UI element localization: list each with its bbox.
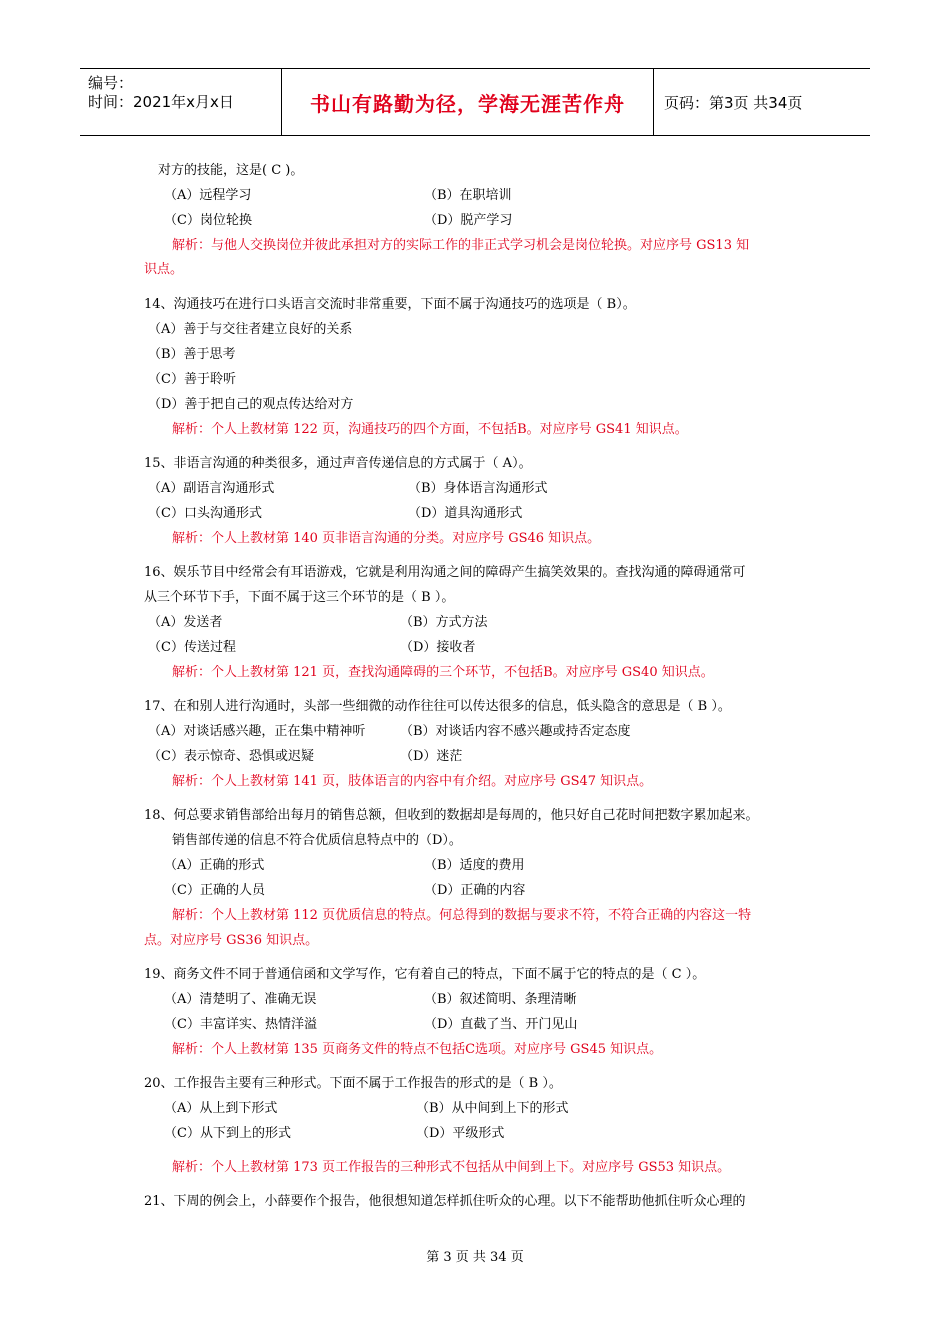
option-c: （C）口头沟通形式	[148, 506, 262, 521]
question-text: 对方的技能，这是( C )。	[158, 163, 304, 178]
question-17: 17、在和别人进行沟通时，头部一些细微的动作往往可以传达很多的信息，低头隐含的意思是（ B ）。	[144, 699, 731, 714]
question-20: 20、工作报告主要有三种形式。下面不属于工作报告的形式的是（ B ）。	[144, 1076, 562, 1091]
answer-explanation: 解析：个人上教材第 121 页，查找沟通障碍的三个环节，不包括B。对应序号 GS40 知识点。	[172, 665, 714, 680]
answer-explanation: 解析：个人上教材第 140 页非语言沟通的分类。对应序号 GS46 知识点。	[172, 531, 601, 546]
option-c: （C）正确的人员	[164, 883, 265, 898]
document-code-label: 编号：	[88, 74, 134, 92]
page-header	[80, 68, 870, 136]
question-18-cont: 销售部传递的信息不符合优质信息特点中的（D）。	[172, 833, 462, 848]
option-b: （B）在职培训	[424, 188, 512, 203]
option-b: （B）适度的费用	[424, 858, 525, 873]
answer-explanation: 识点。	[144, 262, 184, 277]
option-d: （D）平级形式	[416, 1126, 505, 1141]
option-d: （D）脱产学习	[424, 213, 513, 228]
option-c: （C）善于聆听	[148, 372, 236, 387]
option-d: （D）正确的内容	[424, 883, 526, 898]
answer-explanation: 解析：个人上教材第 112 页优质信息的特点。何总得到的数据与要求不符，不符合正确的内容这一特	[172, 908, 752, 923]
option-b: （B）善于思考	[148, 347, 236, 362]
answer-explanation: 解析：与他人交换岗位并彼此承担对方的实际工作的非正式学习机会是岗位轮换。对应序号 GS13 知	[172, 238, 750, 253]
option-d: （D）直截了当、开门见山	[424, 1017, 578, 1032]
option-d: （D）接收者	[400, 640, 476, 655]
option-d: （D）迷茫	[400, 749, 463, 764]
option-d: （D）善于把自己的观点传达给对方	[148, 397, 354, 412]
option-b: （B）叙述简明、条理清晰	[424, 992, 577, 1007]
question-16-cont: 从三个环节下手，下面不属于这三个环节的是（ B ）。	[144, 590, 455, 605]
option-a: （A）副语言沟通形式	[148, 481, 275, 496]
question-19: 19、商务文件不同于普通信函和文学写作，它有着自己的特点，下面不属于它的特点的是（ C ）。	[144, 967, 706, 982]
document-time: 时间：2021年x月x日	[88, 93, 234, 111]
option-c: （C）传送过程	[148, 640, 236, 655]
option-b: （B）身体语言沟通形式	[408, 481, 548, 496]
answer-explanation: 点。对应序号 GS36 知识点。	[144, 933, 319, 948]
answer-explanation: 解析：个人上教材第 135 页商务文件的特点不包括C选项。对应序号 GS45 知识点。	[172, 1042, 663, 1057]
question-16: 16、娱乐节目中经常会有耳语游戏，它就是利用沟通之间的障碍产生搞笑效果的。查找沟通的障碍通常可	[144, 565, 746, 580]
option-c: （C）从下到上的形式	[164, 1126, 291, 1141]
question-21: 21、下周的例会上，小薛要作个报告，他很想知道怎样抓住听众的心理。以下不能帮助他抓住听众心理的	[144, 1194, 746, 1209]
header-meta	[80, 69, 282, 135]
option-b: （B）方式方法	[400, 615, 488, 630]
answer-explanation: 解析：个人上教材第 173 页工作报告的三种形式不包括从中间到上下。对应序号 GS53 知识点。	[172, 1160, 731, 1175]
option-a: （A）远程学习	[164, 188, 252, 203]
option-c: （C）表示惊奇、恐惧或迟疑	[148, 749, 314, 764]
option-a: （A）对谈话感兴趣，正在集中精神听	[148, 724, 366, 739]
header-page-info: 页码：第3页 共34页	[664, 93, 803, 112]
option-d: （D）道具沟通形式	[408, 506, 523, 521]
header-motto: 书山有路勤为径，学海无涯苦作舟	[282, 69, 654, 135]
option-b: （B）从中间到上下的形式	[416, 1101, 569, 1116]
question-14: 14、沟通技巧在进行口头语言交流时非常重要，下面不属于沟通技巧的选项是（ B）。	[144, 297, 636, 312]
option-a: （A）清楚明了、准确无误	[164, 992, 317, 1007]
option-c: （C）丰富详实、热情洋溢	[164, 1017, 317, 1032]
answer-explanation: 解析：个人上教材第 141 页，肢体语言的内容中有介绍。对应序号 GS47 知识点。	[172, 774, 653, 789]
option-a: （A）发送者	[148, 615, 223, 630]
question-15: 15、非语言沟通的种类很多，通过声音传递信息的方式属于（ A）。	[144, 456, 532, 471]
option-a: （A）从上到下形式	[164, 1101, 278, 1116]
question-18: 18、何总要求销售部给出每月的销售总额，但收到的数据却是每周的，他只好自己花时间把数字累加起来。	[144, 808, 759, 823]
option-c: （C）岗位轮换	[164, 213, 252, 228]
option-a: （A）正确的形式	[164, 858, 265, 873]
answer-explanation: 解析：个人上教材第 122 页，沟通技巧的四个方面，不包括B。对应序号 GS41 知识点。	[172, 422, 688, 437]
option-a: （A）善于与交往者建立良好的关系	[148, 322, 353, 337]
page-footer: 第 3 页 共 34 页	[426, 1250, 524, 1265]
option-b: （B）对谈话内容不感兴趣或持否定态度	[400, 724, 631, 739]
